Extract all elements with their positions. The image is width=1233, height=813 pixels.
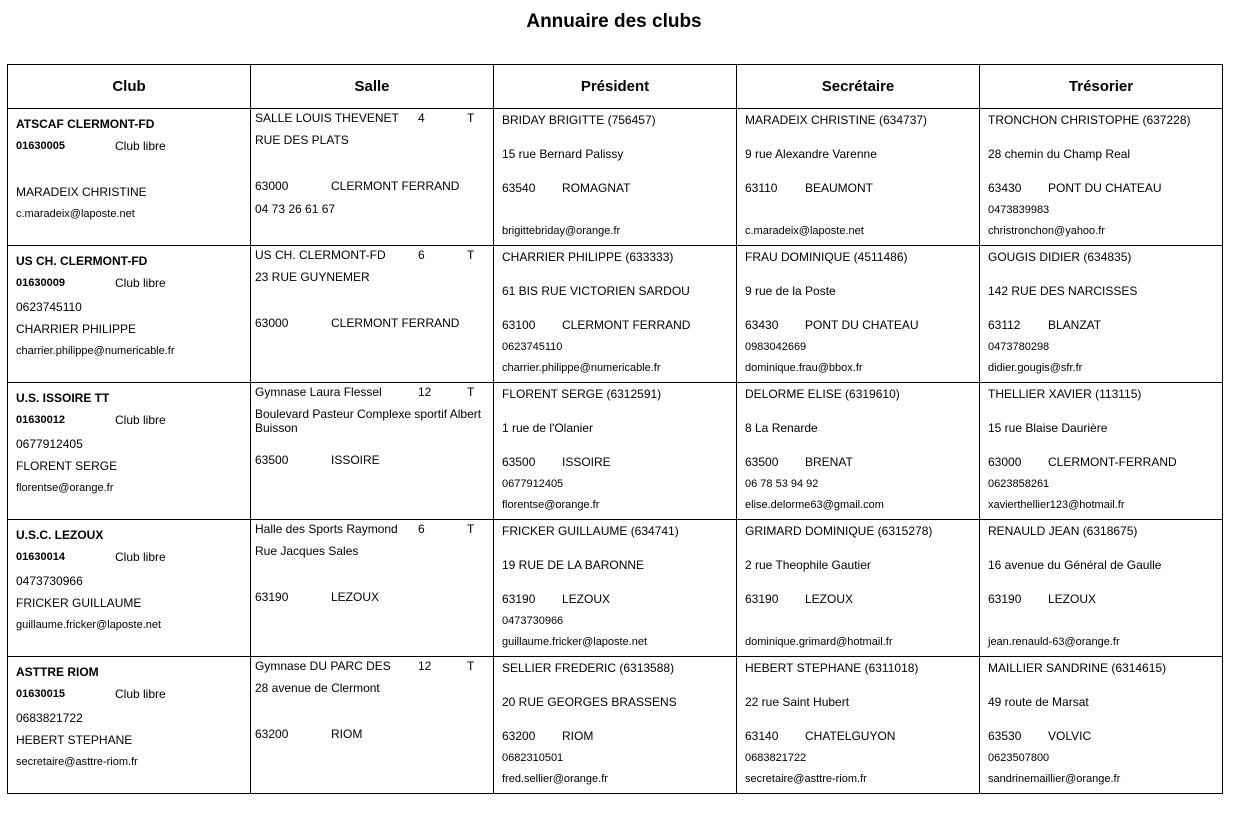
salle-t: T (467, 111, 475, 125)
salle-cell-content (251, 109, 493, 245)
table-row (8, 657, 1223, 794)
club-email: florentse@orange.fr (16, 482, 114, 494)
club-contact: FLORENT SERGE (16, 459, 118, 473)
club-cell-content (8, 383, 250, 519)
salle-city: ISSOIRE (331, 453, 380, 467)
clubs-directory-table (7, 64, 1223, 794)
tresorier-cp: 63530 (988, 729, 1022, 743)
tresorier-address: 49 route de Marsat (988, 695, 1089, 709)
header-secretaire: Secrétaire (737, 65, 980, 109)
tresorier-cp: 63112 (988, 318, 1021, 332)
president-cell-content (494, 109, 736, 245)
secretaire-cp: 63190 (745, 592, 779, 606)
tresorier-name: THELLIER XAVIER (113115) (988, 387, 1142, 401)
president-cp: 63540 (502, 181, 536, 195)
club-phone: 0623745110 (16, 300, 82, 314)
salle-cell (251, 246, 494, 383)
president-cell (494, 520, 737, 657)
club-phone: 0677912405 (16, 437, 83, 451)
club-phone: 0473730966 (16, 574, 83, 588)
secretaire-cell (737, 383, 980, 520)
club-number: 01630009 (16, 277, 65, 289)
salle-phone: 04 73 26 61 67 (255, 202, 336, 216)
header-president: Président (494, 65, 737, 109)
table-row (8, 520, 1223, 657)
club-email: guillaume.fricker@laposte.net (16, 619, 162, 631)
club-contact: HEBERT STEPHANE (16, 733, 133, 747)
club-cell-content (8, 246, 250, 382)
club-contact: MARADEIX CHRISTINE (16, 185, 147, 199)
secretaire-address: 9 rue Alexandre Varenne (745, 147, 877, 161)
header-club: Club (8, 65, 251, 109)
president-phone: 0623745110 (502, 341, 563, 353)
club-email: charrier.philippe@numericable.fr (16, 345, 175, 357)
salle-t: T (467, 659, 475, 673)
president-address: 1 rue de l'Olanier (502, 421, 594, 435)
salle-cp: 63500 (255, 453, 289, 467)
club-name: U.S. ISSOIRE TT (16, 391, 110, 405)
tresorier-name: RENAULD JEAN (6318675) (988, 524, 1138, 538)
salle-name: US CH. CLERMONT-FD (255, 248, 386, 262)
salle-address: RUE DES PLATS (255, 133, 349, 147)
president-name: FLORENT SERGE (6312591) (502, 387, 662, 401)
secretaire-phone: 0983042669 (745, 341, 807, 353)
tresorier-city: PONT DU CHATEAU (1048, 181, 1162, 195)
president-cp: 63190 (502, 592, 536, 606)
secretaire-city: BRENAT (805, 455, 853, 469)
tresorier-email: sandrinemaillier@orange.fr (988, 773, 1121, 785)
secretaire-cp: 63110 (745, 181, 778, 195)
salle-tables: 6 (418, 522, 425, 536)
tresorier-cell (980, 109, 1223, 246)
secretaire-cell (737, 246, 980, 383)
tresorier-email: christronchon@yahoo.fr (988, 225, 1105, 237)
club-type: Club libre (115, 413, 166, 427)
salle-city: RIOM (331, 727, 363, 741)
tresorier-cell-content (980, 520, 1222, 656)
president-name: FRICKER GUILLAUME (634741) (502, 524, 679, 538)
club-type: Club libre (115, 550, 166, 564)
secretaire-cell-content (737, 520, 979, 656)
secretaire-name: DELORME ELISE (6319610) (745, 387, 900, 401)
club-cell (8, 657, 251, 794)
salle-address: 28 avenue de Clermont (255, 681, 380, 695)
tresorier-cp: 63000 (988, 455, 1022, 469)
secretaire-city: LEZOUX (805, 592, 854, 606)
salle-name: Halle des Sports Raymond (255, 522, 398, 536)
president-email: brigittebriday@orange.fr (502, 225, 621, 237)
tresorier-cell (980, 657, 1223, 794)
president-phone: 0682310501 (502, 752, 564, 764)
secretaire-phone: 06 78 53 94 92 (745, 478, 819, 490)
president-address: 61 BIS RUE VICTORIEN SARDOU (502, 284, 690, 298)
president-cell (494, 657, 737, 794)
club-name: US CH. CLERMONT-FD (16, 254, 148, 268)
club-email: c.maradeix@laposte.net (16, 208, 135, 220)
club-name: U.S.C. LEZOUX (16, 528, 104, 542)
club-type: Club libre (115, 139, 166, 153)
tresorier-email: didier.gougis@sfr.fr (988, 362, 1083, 374)
tresorier-phone: 0623507800 (988, 752, 1050, 764)
salle-city: CLERMONT FERRAND (331, 179, 460, 193)
tresorier-phone: 0473780298 (988, 341, 1050, 353)
secretaire-address: 8 La Renarde (745, 421, 818, 435)
tresorier-cell (980, 520, 1223, 657)
header-tresorier: Trésorier (980, 65, 1223, 109)
salle-cell (251, 383, 494, 520)
tresorier-cell (980, 246, 1223, 383)
president-cell (494, 109, 737, 246)
secretaire-name: HEBERT STEPHANE (6311018) (745, 661, 919, 675)
secretaire-cell-content (737, 109, 979, 245)
tresorier-address: 142 RUE DES NARCISSES (988, 284, 1138, 298)
secretaire-name: MARADEIX CHRISTINE (634737) (745, 113, 928, 127)
tresorier-cell-content (980, 246, 1222, 382)
secretaire-city: CHATELGUYON (805, 729, 896, 743)
salle-cp: 63200 (255, 727, 289, 741)
tresorier-cell-content (980, 383, 1222, 519)
president-address: 15 rue Bernard Palissy (502, 147, 624, 161)
salle-cell-content (251, 383, 493, 519)
secretaire-phone: 0683821722 (745, 752, 807, 764)
secretaire-name: FRAU DOMINIQUE (4511486) (745, 250, 908, 264)
salle-tables: 6 (418, 248, 425, 262)
salle-cell (251, 520, 494, 657)
tresorier-name: MAILLIER SANDRINE (6314615) (988, 661, 1167, 675)
tresorier-email: jean.renauld-63@orange.fr (988, 636, 1120, 648)
tresorier-cell-content (980, 657, 1222, 793)
secretaire-cp: 63140 (745, 729, 779, 743)
club-cell (8, 109, 251, 246)
president-phone: 0473730966 (502, 615, 564, 627)
salle-cell-content (251, 657, 493, 793)
president-cell-content (494, 657, 736, 793)
secretaire-cp: 63500 (745, 455, 779, 469)
salle-cell-content (251, 520, 493, 656)
secretaire-cell-content (737, 657, 979, 793)
president-city: LEZOUX (562, 592, 611, 606)
president-city: CLERMONT FERRAND (562, 318, 691, 332)
president-name: SELLIER FREDERIC (6313588) (502, 661, 675, 675)
tresorier-phone: 0623858261 (988, 478, 1050, 490)
president-cell (494, 246, 737, 383)
president-cell (494, 383, 737, 520)
salle-name: Gymnase Laura Flessel (255, 385, 382, 399)
salle-name: SALLE LOUIS THEVENET (255, 111, 399, 125)
tresorier-cell (980, 383, 1223, 520)
secretaire-cell (737, 520, 980, 657)
tresorier-city: BLANZAT (1048, 318, 1102, 332)
club-number: 01630012 (16, 414, 65, 426)
club-number: 01630014 (16, 551, 65, 563)
secretaire-cell (737, 657, 980, 794)
club-number: 01630005 (16, 140, 65, 152)
salle-cell-content (251, 246, 493, 382)
tresorier-address: 28 chemin du Champ Real (988, 147, 1131, 161)
salle-name: Gymnase DU PARC DES (255, 659, 391, 673)
club-cell (8, 383, 251, 520)
president-address: 19 RUE DE LA BARONNE (502, 558, 645, 572)
president-email: fred.sellier@orange.fr (502, 773, 608, 785)
club-cell (8, 246, 251, 383)
president-phone: 0677912405 (502, 478, 564, 490)
club-type: Club libre (115, 276, 166, 290)
secretaire-city: PONT DU CHATEAU (805, 318, 919, 332)
salle-tables: 12 (418, 659, 432, 673)
club-cell-content (8, 109, 250, 245)
president-cell-content (494, 246, 736, 382)
tresorier-city: LEZOUX (1048, 592, 1097, 606)
club-contact: FRICKER GUILLAUME (16, 596, 142, 610)
president-cell-content (494, 520, 736, 656)
tresorier-address: 16 avenue du Général de Gaulle (988, 558, 1162, 572)
club-type: Club libre (115, 687, 166, 701)
president-name: CHARRIER PHILIPPE (633333) (502, 250, 674, 264)
salle-cp: 63000 (255, 316, 289, 330)
secretaire-cp: 63430 (745, 318, 779, 332)
secretaire-cell (737, 109, 980, 246)
tresorier-name: TRONCHON CHRISTOPHE (637228) (988, 113, 1191, 127)
president-cell-content (494, 383, 736, 519)
secretaire-email: elise.delorme63@gmail.com (745, 499, 884, 511)
president-email: florentse@orange.fr (502, 499, 600, 511)
salle-city: LEZOUX (331, 590, 380, 604)
page-title: Annuaire des clubs (526, 11, 702, 32)
president-cp: 63500 (502, 455, 536, 469)
tresorier-phone: 0473839983 (988, 204, 1050, 216)
club-cell-content (8, 520, 250, 656)
table-header-row (8, 65, 1223, 109)
president-email: guillaume.fricker@laposte.net (502, 636, 648, 648)
club-name: ATSCAF CLERMONT-FD (16, 117, 155, 131)
president-city: ISSOIRE (562, 455, 611, 469)
salle-cell (251, 657, 494, 794)
club-cell (8, 520, 251, 657)
tresorier-cell-content (980, 109, 1222, 245)
club-email: secretaire@asttre-riom.fr (16, 756, 138, 768)
club-cell-content (8, 657, 250, 793)
secretaire-address: 2 rue Theophile Gautier (745, 558, 871, 572)
president-name: BRIDAY BRIGITTE (756457) (502, 113, 656, 127)
header-salle: Salle (251, 65, 494, 109)
president-cp: 63200 (502, 729, 536, 743)
secretaire-email: dominique.grimard@hotmail.fr (745, 636, 893, 648)
club-contact: CHARRIER PHILIPPE (16, 322, 137, 336)
president-city: RIOM (562, 729, 594, 743)
tresorier-name: GOUGIS DIDIER (634835) (988, 250, 1132, 264)
president-cp: 63100 (502, 318, 536, 332)
secretaire-city: BEAUMONT (805, 181, 874, 195)
club-name: ASTTRE RIOM (16, 665, 99, 679)
table-row (8, 109, 1223, 246)
salle-address: 23 RUE GUYNEMER (255, 270, 370, 284)
salle-tables: 4 (418, 111, 425, 125)
table-row (8, 383, 1223, 520)
secretaire-email: secretaire@asttre-riom.fr (745, 773, 867, 785)
tresorier-address: 15 rue Blaise Daurière (988, 421, 1108, 435)
secretaire-name: GRIMARD DOMINIQUE (6315278) (745, 524, 933, 538)
tresorier-city: CLERMONT-FERRAND (1048, 455, 1177, 469)
salle-cp: 63000 (255, 179, 289, 193)
secretaire-address: 22 rue Saint Hubert (745, 695, 850, 709)
secretaire-cell-content (737, 246, 979, 382)
tresorier-cp: 63190 (988, 592, 1022, 606)
salle-cp: 63190 (255, 590, 289, 604)
president-address: 20 RUE GEORGES BRASSENS (502, 695, 677, 709)
secretaire-email: c.maradeix@laposte.net (745, 225, 864, 237)
secretaire-address: 9 rue de la Poste (745, 284, 836, 298)
secretaire-cell-content (737, 383, 979, 519)
salle-t: T (467, 522, 475, 536)
table-row (8, 246, 1223, 383)
salle-t: T (467, 248, 475, 262)
salle-t: T (467, 385, 475, 399)
secretaire-email: dominique.frau@bbox.fr (745, 362, 863, 374)
president-city: ROMAGNAT (562, 181, 631, 195)
club-phone: 0683821722 (16, 711, 83, 725)
tresorier-email: xavierthellier123@hotmail.fr (988, 499, 1125, 511)
club-number: 01630015 (16, 688, 65, 700)
salle-tables: 12 (418, 385, 432, 399)
tresorier-city: VOLVIC (1048, 729, 1092, 743)
tresorier-cp: 63430 (988, 181, 1022, 195)
salle-city: CLERMONT FERRAND (331, 316, 460, 330)
salle-address: Rue Jacques Sales (255, 544, 359, 558)
salle-address: Boulevard Pasteur Complexe sportif Albert Buisson (255, 407, 482, 435)
president-email: charrier.philippe@numericable.fr (502, 362, 661, 374)
salle-cell (251, 109, 494, 246)
